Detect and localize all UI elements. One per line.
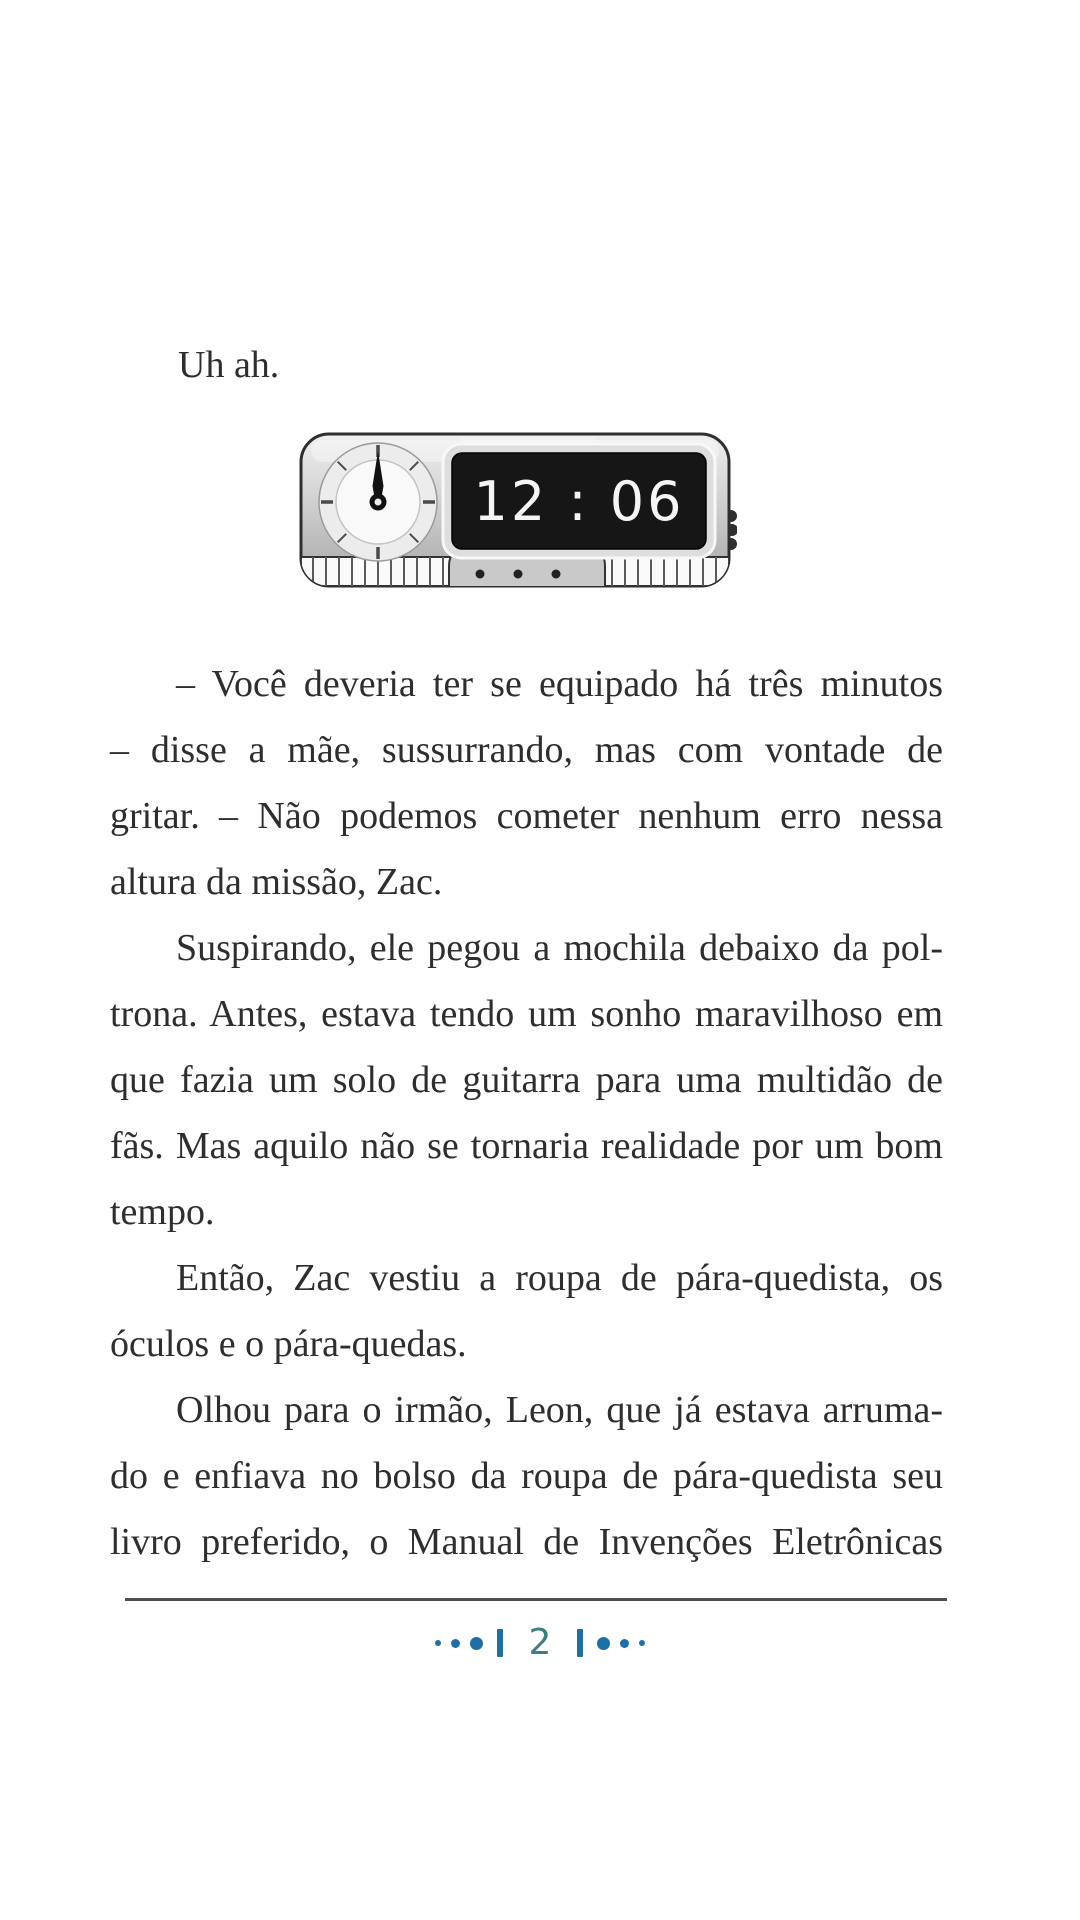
- text-line: altura da missão, Zac.: [110, 861, 443, 903]
- ornament-bar-right: [577, 1629, 583, 1657]
- ornament-dot-large-right: [597, 1637, 610, 1650]
- ornament-dot-medium-left: [451, 1639, 460, 1648]
- text-column: [110, 651, 943, 1575]
- text-line: gritar. – Não podemos cometer nenhum erro nessa: [110, 795, 943, 837]
- ornament-dot-small-left: [435, 1640, 441, 1646]
- text-line: trona. Antes, estava tendo um sonho maravilhoso em: [110, 993, 943, 1035]
- text-line: Suspirando, ele pegou a mochila debaixo da pol-: [176, 927, 943, 969]
- digital-display: [443, 444, 715, 558]
- footer-pagination: [0, 1620, 1080, 1666]
- text-line: fãs. Mas aquilo não se tornaria realidade por um bom: [110, 1125, 943, 1167]
- ornament-dot-large-left: [470, 1637, 483, 1650]
- footer-rule: [125, 1598, 947, 1601]
- alarm-clock-illustration: [297, 428, 737, 600]
- opening-line: Uh ah.: [178, 344, 280, 386]
- text-line: – disse a mãe, sussurrando, mas com vontade de: [110, 729, 943, 771]
- analog-dial-icon: [319, 443, 437, 561]
- ornament-dot-small-right: [639, 1640, 645, 1646]
- text-line: Olhou para o irmão, Leon, que já estava arruma-: [176, 1389, 943, 1431]
- ornament-bar-left: [497, 1629, 503, 1657]
- digital-time: 12 : 06: [473, 470, 685, 533]
- text-line: livro preferido, o Manual de Invenções Eletrônicas: [110, 1521, 943, 1563]
- text-line: Então, Zac vestiu a roupa de pára-quedista, os: [176, 1257, 943, 1299]
- page-number: 2: [528, 1622, 552, 1663]
- text-line: – Você deveria ter se equipado há três minutos: [176, 663, 943, 705]
- text-line: que fazia um solo de guitarra para uma multidão de: [110, 1059, 943, 1101]
- alarm-clock-svg: [297, 428, 737, 600]
- text-line: do e enfiava no bolso da roupa de pára-quedista seu: [110, 1455, 943, 1497]
- text-line: óculos e o pára-quedas.: [110, 1323, 467, 1365]
- ornament-dot-medium-right: [620, 1639, 629, 1648]
- text-line: tempo.: [110, 1191, 215, 1233]
